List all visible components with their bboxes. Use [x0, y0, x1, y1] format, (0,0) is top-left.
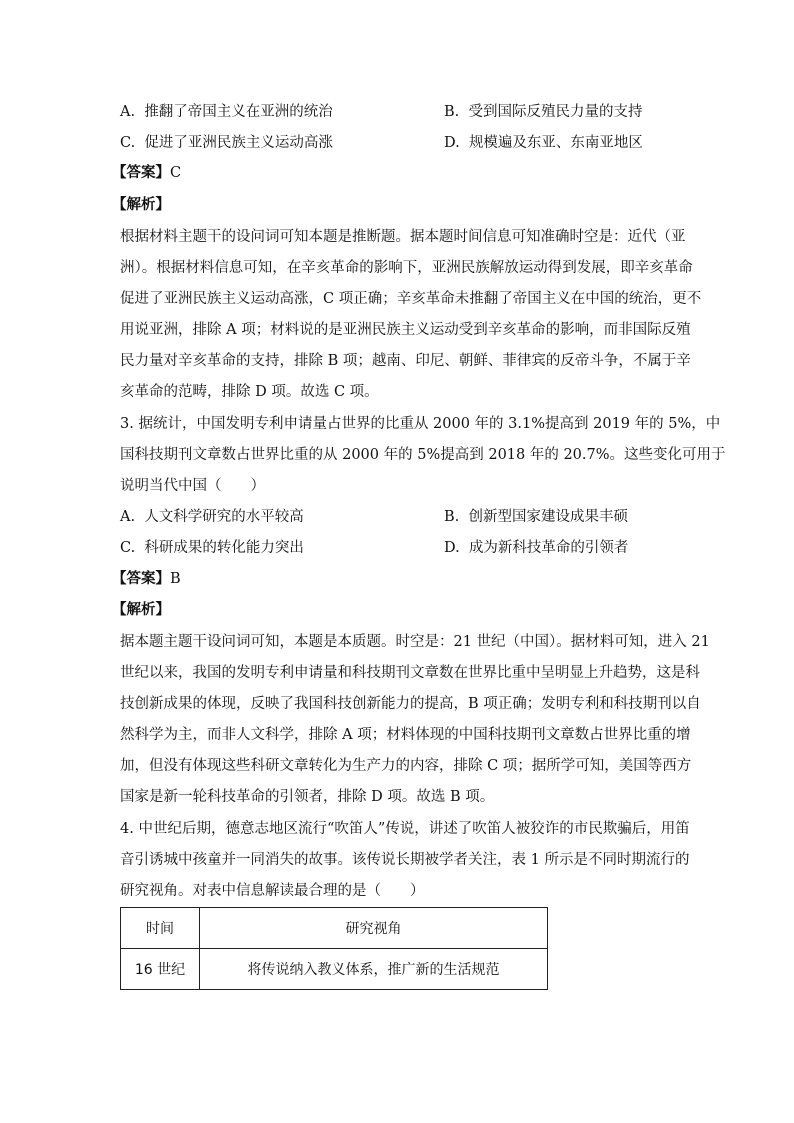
q2-option-a: A. 推翻了帝国主义在亚洲的统治	[120, 104, 333, 120]
q3-stem: 3. 据统计，中国发明专利申请量占世界的比重从 2000 年的 3.1%提高到 2019 年的 5%，中 国科技期刊文章数占世界比重的从 2000 年的 5%提高到 2018 年的 20.7%。这些变化可用于 说明当代中国（ ）	[120, 416, 726, 494]
q4-table	[120, 907, 548, 990]
table-header-cell: 时间	[121, 908, 200, 949]
q2-option-d: D. 规模遍及东亚、东南亚地区	[444, 135, 643, 151]
q3-option-a: A. 人文科学研究的水平较高	[120, 509, 304, 525]
table-cell: 16 世纪	[121, 949, 200, 990]
q2-analysis-text: 根据材料主题干的设问词可知本题是推断题。据本题时间信息可知准确时空是：近代（亚 洲）。根据材料信息可知，在辛亥革命的影响下，亚洲民族解放运动得到发展，即辛亥革命 促进了亚洲民族主义运动高涨，C 项正确；辛亥革命未推翻了帝国主义在中国的统治，更不 用说亚洲，排除 A 项；材料说的是亚洲民族主义运动受到辛亥革命的影响，而非国际反殖 民力量对辛亥革命的支持，排除 B 项；越南、印尼、朝鲜、菲律宾的反帝斗争，不属于辛 亥革命的范畴，排除 D 项。故选 C 项。	[120, 229, 702, 400]
table-cell: 将传说纳入教义体系，推广新的生活规范	[200, 949, 548, 990]
q2-analysis-label: 【解析】	[112, 196, 170, 213]
q3-answer: 【答案】B	[112, 570, 181, 587]
q2-option-b: B. 受到国际反殖民力量的支持	[444, 104, 643, 120]
q3-option-b: B. 创新型国家建设成果丰硕	[444, 509, 628, 525]
table-header-cell: 研究视角	[200, 908, 548, 949]
q3-analysis-label: 【解析】	[112, 601, 170, 618]
q3-analysis-text: 据本题主题干设问词可知，本题是本质题。时空是：21 世纪（中国）。据材料可知，进入 21 世纪以来，我国的发明专利申请量和科技期刊文章数在世界比重中呈明显上升趋势，这是科 技创新成果的体现，反映了我国科技创新能力的提高，B 项正确；发明专利和科技期刊以自 然科学为主，而非人文科学，排除 A 项；材料体现的中国科技期刊文章数占世界比重的增 加，但没有体现这些科研文章转化为生产力的内容，排除 C 项；据所学可知，美国等西方 国家是新一轮科技革命的引领者，排除 D 项。故选 B 项。	[120, 634, 710, 805]
q2-option-c: C. 促进了亚洲民族主义运动高涨	[120, 135, 333, 151]
q3-option-c: C. 科研成果的转化能力突出	[120, 540, 304, 556]
table-header-row	[121, 908, 548, 949]
table-row	[121, 949, 548, 990]
q2-answer: 【答案】C	[112, 164, 182, 181]
q4-stem: 4. 中世纪后期，德意志地区流行“吹笛人”传说，讲述了吹笛人被狡诈的市民欺骗后，用笛 音引诱城中孩童并一同消失的故事。该传说长期被学者关注，表 1 所示是不同时期流行的 研究视角。对表中信息解读最合理的是（ ）	[120, 821, 690, 899]
q3-option-d: D. 成为新科技革命的引领者	[444, 540, 629, 556]
